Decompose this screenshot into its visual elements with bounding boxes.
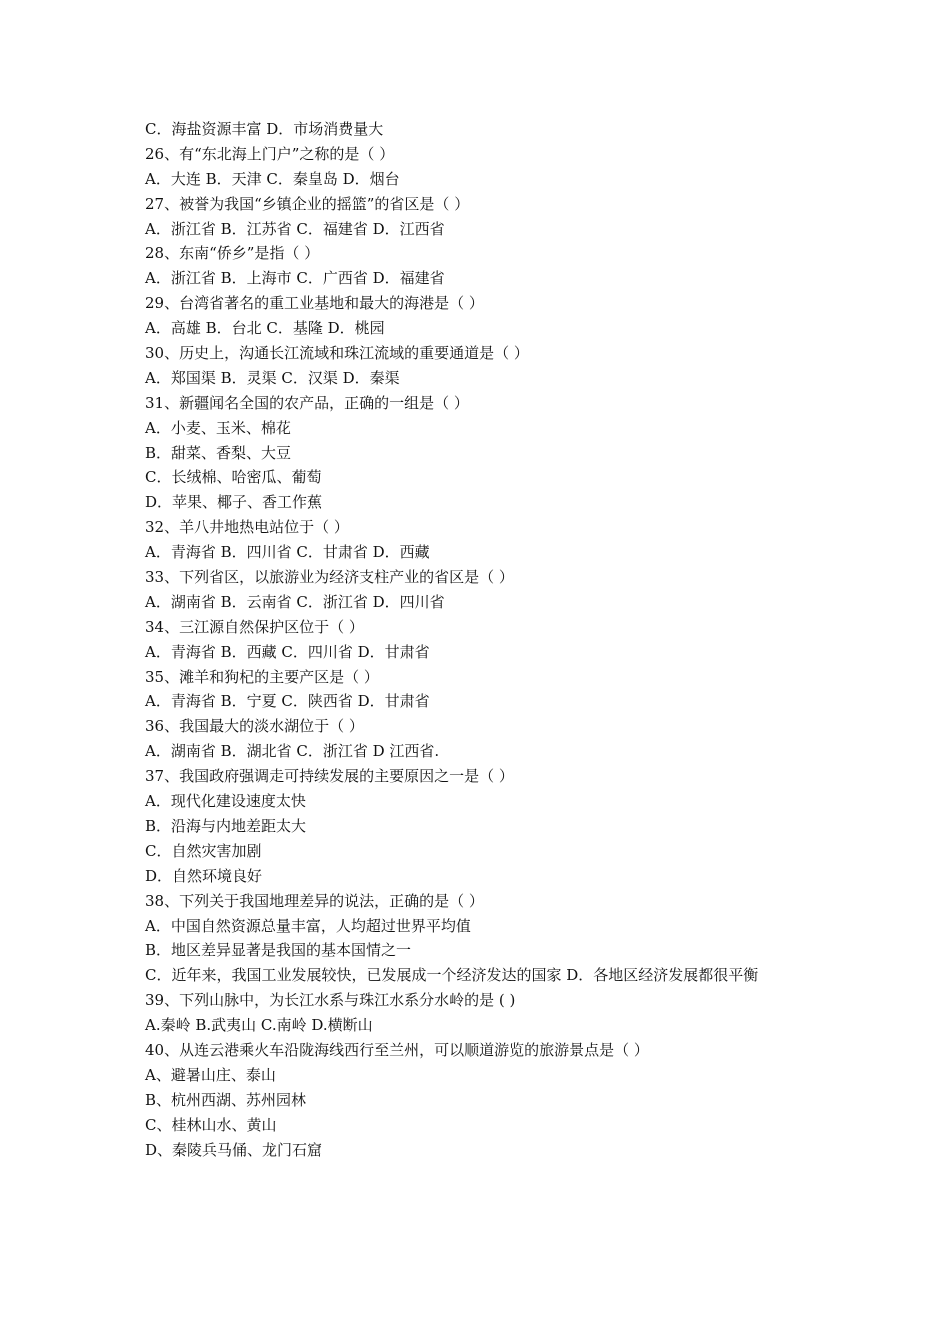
answer-options-28: A．浙江省 B．上海市 C．广西省 D．福建省 (145, 269, 445, 288)
question-31: 31、新疆闻名全国的农产品，正确的一组是（ ） (145, 393, 469, 412)
question-28: 28、东南“侨乡”是指（ ） (145, 244, 320, 263)
answer-option-31-c: C．长绒棉、哈密瓜、葡萄 (145, 468, 322, 487)
answer-option-40-d: D、秦陵兵马俑、龙门石窟 (145, 1140, 323, 1159)
question-30: 30、历史上，沟通长江流域和珠江流域的重要通道是（ ） (145, 344, 529, 363)
answer-options-35: A．青海省 B．宁夏 C．陕西省 D．甘肃省 (145, 692, 430, 711)
question-39: 39、下列山脉中，为长江水系与珠江水系分水岭的是 ( ) (145, 991, 516, 1010)
question-36: 36、我国最大的淡水湖位于（ ） (145, 717, 364, 736)
answer-options-26: A．大连 B．天津 C．秦皇岛 D．烟台 (145, 169, 400, 188)
answer-options-32: A．青海省 B．四川省 C．甘肃省 D．西藏 (145, 543, 430, 562)
answer-option-31-a: A．小麦、玉米、棉花 (145, 418, 291, 437)
answer-option-40-a: A、避暑山庄、泰山 (145, 1065, 276, 1084)
answer-options-36: A．湖南省 B．湖北省 C．浙江省 D 江西省. (145, 742, 440, 761)
question-33: 33、下列省区，以旅游业为经济支柱产业的省区是（ ） (145, 568, 514, 587)
question-27: 27、被誉为我国“乡镇企业的摇篮”的省区是（ ） (145, 194, 470, 213)
answer-options-34: A．青海省 B．西藏 C．四川省 D．甘肃省 (145, 642, 430, 661)
answer-option-37-c: C．自然灾害加剧 (145, 841, 262, 860)
answer-options-27: A．浙江省 B．江苏省 C．福建省 D．江西省 (145, 219, 445, 238)
question-26: 26、有“东北海上门户”之称的是（ ） (145, 144, 395, 163)
answer-option-37-d: D．自然环境良好 (145, 866, 263, 885)
answer-options-30: A．郑国渠 B．灵渠 C．汉渠 D．秦渠 (145, 368, 400, 387)
answer-options-25: C．海盐资源丰富 D．市场消费量大 (145, 120, 384, 138)
question-32: 32、羊八井地热电站位于（ ） (145, 518, 349, 537)
question-29: 29、台湾省著名的重工业基地和最大的海港是（ ） (145, 294, 484, 313)
question-35: 35、滩羊和狗杞的主要产区是（ ） (145, 667, 379, 686)
answer-option-38-c-d: C．近年来，我国工业发展较快，已发展成一个经济发达的国家 D．各地区经济发展都很平衡 (145, 966, 759, 985)
answer-option-31-b: B．甜菜、香梨、大豆 (145, 443, 292, 462)
answer-options-29: A．高雄 B．台北 C．基隆 D．桃园 (145, 319, 385, 338)
answer-options-33: A．湖南省 B．云南省 C．浙江省 D．四川省 (145, 592, 445, 611)
answer-option-37-b: B．沿海与内地差距太大 (145, 816, 307, 835)
answer-option-37-a: A．现代化建设速度太快 (145, 792, 306, 811)
answer-option-31-d: D．苹果、椰子、香工作蕉 (145, 493, 323, 512)
answer-option-38-a: A．中国自然资源总量丰富，人均超过世界平均值 (145, 916, 471, 935)
question-34: 34、三江源自然保护区位于（ ） (145, 617, 364, 636)
question-text-block (145, 117, 810, 1162)
answer-options-39: A.秦岭 B.武夷山 C.南岭 D.横断山 (145, 1016, 373, 1035)
question-40: 40、从连云港乘火车沿陇海线西行至兰州，可以顺道游览的旅游景点是（ ） (145, 1040, 649, 1059)
answer-option-40-c: C、桂林山水、黄山 (145, 1115, 277, 1134)
answer-option-38-b: B．地区差异显著是我国的基本国情之一 (145, 941, 412, 960)
answer-option-40-b: B、杭州西湖、苏州园林 (145, 1090, 307, 1109)
question-37: 37、我国政府强调走可持续发展的主要原因之一是（ ） (145, 767, 514, 786)
question-38: 38、下列关于我国地理差异的说法，正确的是（ ） (145, 891, 484, 910)
